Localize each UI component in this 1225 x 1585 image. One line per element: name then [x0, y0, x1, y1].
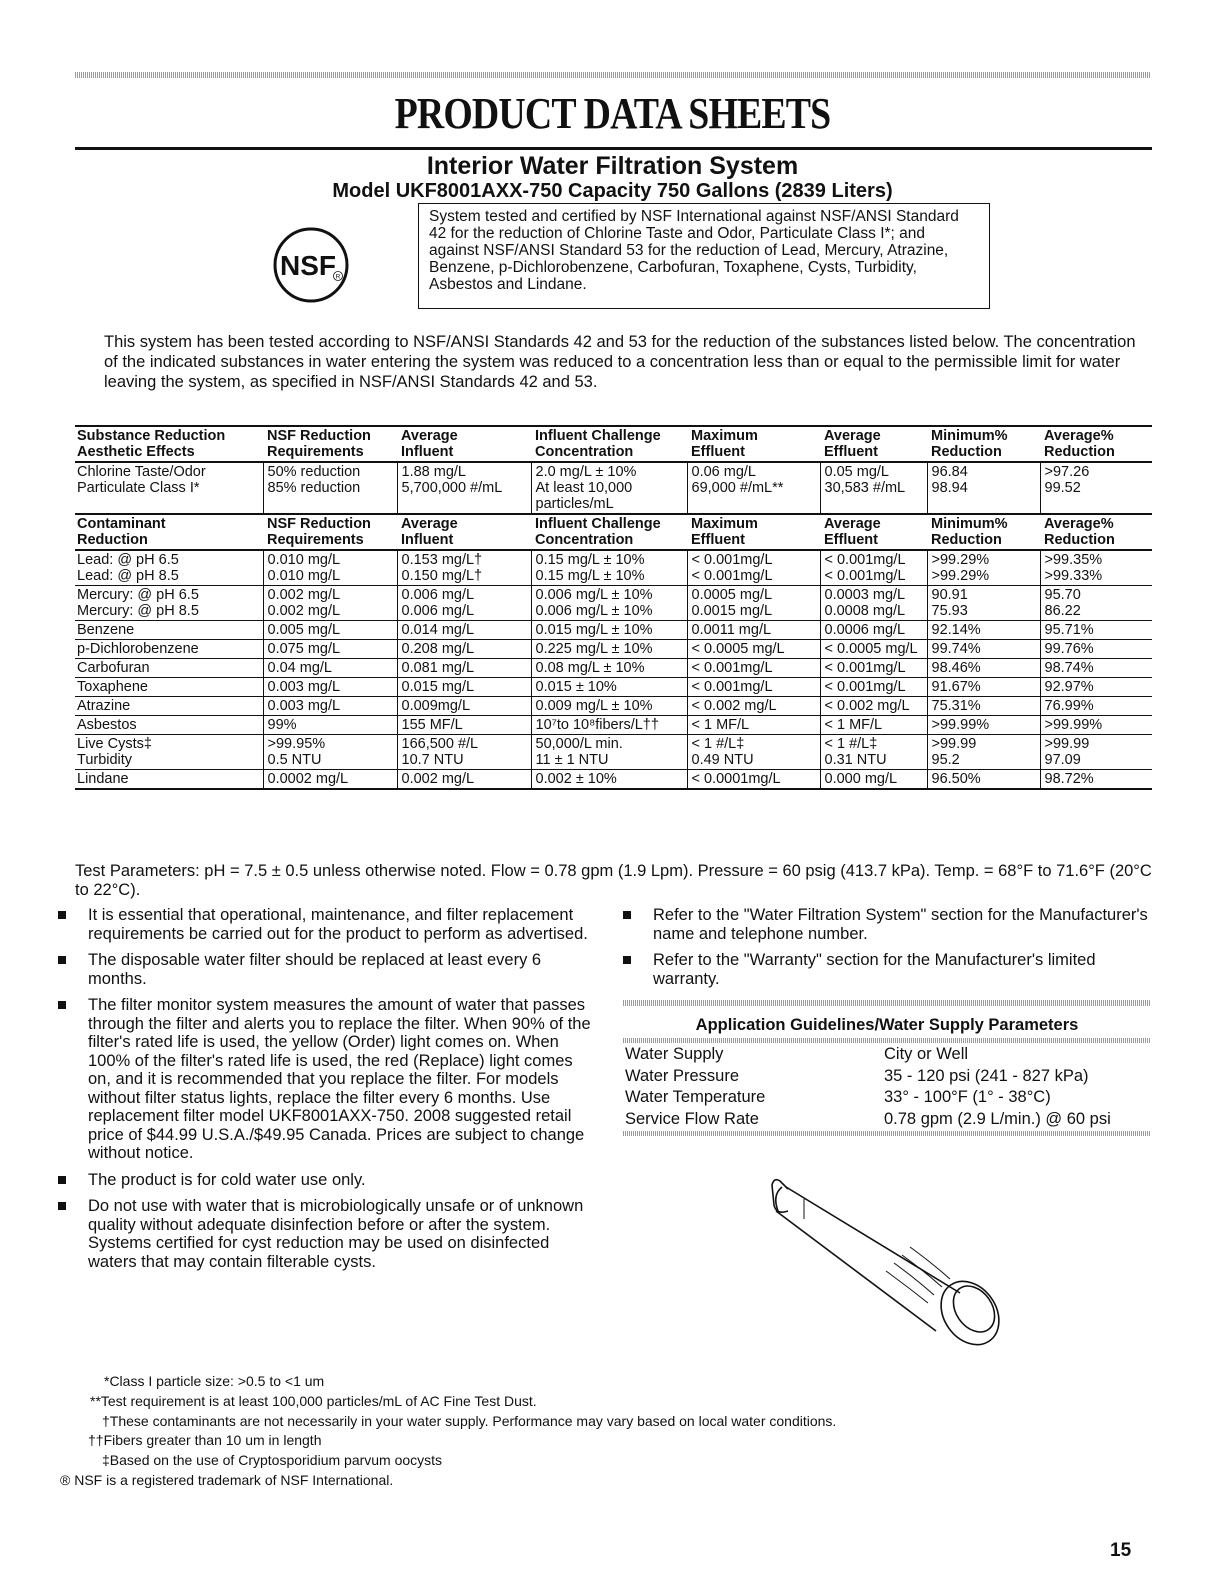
table-row [75, 640, 1152, 659]
table-cell: 0.153 mg/L† 0.150 mg/L† [397, 550, 531, 586]
table-cell: 0.015 mg/L ± 10% [531, 621, 687, 640]
water-filter-cartridge-image [760, 1175, 1022, 1353]
table-cell: >99.99% [1040, 716, 1152, 735]
table-cell: < 0.001mg/L [820, 678, 927, 697]
intro-paragraph: This system has been tested according to NSF/ANSI Standards 42 and 53 for the reduction of the substances listed below. The concentration of the indicated substances in water entering the system was reduced to a concentration less than or equal to the permissible limit for water leaving the system, as specified in NSF/ANSI Standards 42 and 53. [104, 333, 1136, 391]
table-row [75, 770, 1152, 790]
parameter-value: 33° - 100°F (1° - 38°C) [884, 1088, 1051, 1106]
performance-data-table [75, 425, 1152, 790]
table-row [75, 621, 1152, 640]
table-cell: < 0.001mg/L [820, 659, 927, 678]
table-cell: >99.29% >99.29% [927, 550, 1040, 586]
table-cell: NSF Reduction Requirements [267, 516, 371, 548]
table-cell: < 0.001mg/L < 0.001mg/L [820, 550, 927, 586]
table-cell: 0.006 mg/L ± 10% 0.006 mg/L ± 10% [531, 586, 687, 621]
parameter-label: Water Pressure [625, 1066, 740, 1085]
table-cell: 0.014 mg/L [397, 621, 531, 640]
table-cell: < 1 MF/L [820, 716, 927, 735]
table-cell: Toxaphene [77, 679, 148, 695]
table-cell: Carbofuran [77, 660, 150, 676]
footnote: *Class I particle size: >0.5 to <1 um [104, 1373, 325, 1389]
table-cell: Benzene [77, 622, 135, 638]
square-bullet-icon [623, 956, 631, 964]
table-cell: 98.72% [1040, 770, 1152, 790]
table-cell: < 0.002 mg/L [820, 697, 927, 716]
table-cell: < 1 #/L‡ 0.49 NTU [687, 735, 820, 770]
table-cell: Live Cysts‡ Turbidity [77, 736, 152, 768]
table-cell: >99.99 97.09 [1040, 735, 1152, 770]
table-cell: 96.84 98.94 [927, 462, 1040, 514]
table-cell: 0.0005 mg/L 0.0015 mg/L [687, 586, 820, 621]
table-cell: Influent Challenge Concentration [535, 428, 661, 460]
table-cell: < 0.002 mg/L [687, 697, 820, 716]
table-cell: 2.0 mg/L ± 10% At least 10,000 particles/mL [531, 462, 687, 514]
model-capacity-line: Model UKF8001AXX-750 Capacity 750 Gallons (2839 Liters) [332, 180, 893, 202]
table-cell: 0.010 mg/L 0.010 mg/L [263, 550, 397, 586]
table-cell: < 1 MF/L [687, 716, 820, 735]
table-cell: < 0.001mg/L [687, 659, 820, 678]
title-rule [75, 147, 1152, 150]
table-cell: 0.005 mg/L [263, 621, 397, 640]
table-row [75, 678, 1152, 697]
table-cell: >99.99% [927, 716, 1040, 735]
app-guidelines-table [623, 1044, 1151, 1130]
table-cell: Average% Reduction [1044, 516, 1115, 548]
table-cell: >97.26 99.52 [1040, 462, 1152, 514]
table-cell: Maximum Effluent [691, 516, 758, 548]
parameter-label: Service Flow Rate [625, 1109, 759, 1128]
table-cell: 1.88 mg/L 5,700,000 #/mL [397, 462, 531, 514]
parameter-value: City or Well [884, 1045, 969, 1063]
page-number: 15 [1110, 1540, 1132, 1561]
table-cell: 0.06 mg/L 69,000 #/mL** [687, 462, 820, 514]
table-header-row [75, 514, 1152, 550]
table-cell: < 0.0005 mg/L [820, 640, 927, 659]
footnote: †These contaminants are not necessarily in your water supply. Performance may vary based on local water conditions. [102, 1412, 837, 1429]
table-cell: p-Dichlorobenzene [77, 641, 199, 657]
list-item [623, 951, 1153, 988]
table-cell: 10⁷to 10⁸fibers/L†† [531, 716, 687, 735]
table-cell: NSF Reduction Requirements [267, 428, 371, 460]
test-parameters: Test Parameters: pH = 7.5 ± 0.5 unless otherwise noted. Flow = 0.78 gpm (1.9 Lpm). Pressure = 60 psig (413.7 kPa). Temp. = 68°F to 71.6°F (20°C to 22°C). [75, 862, 1152, 899]
table-cell: 99% [263, 716, 397, 735]
footnote: ® NSF is a registered trademark of NSF International. [60, 1471, 394, 1488]
table-cell: < 0.001mg/L [687, 678, 820, 697]
table-cell: Average Effluent [824, 516, 881, 548]
table-cell: < 0.0005 mg/L [687, 640, 820, 659]
table-cell: Average Influent [401, 516, 458, 548]
table-cell: Substance Reduction Aesthetic Effects [77, 428, 226, 460]
table-cell: 90.91 75.93 [927, 586, 1040, 621]
app-guidelines-title: Application Guidelines/Water Supply Parameters [695, 1016, 1079, 1034]
table-cell: Average Effluent [824, 428, 881, 460]
top-hatch-rule [75, 72, 1150, 78]
list-item-text: Refer to the "Warranty" section for the Manufacturer's limited warranty. [653, 951, 1096, 988]
square-bullet-icon [623, 911, 631, 919]
parameter-value: 35 - 120 psi (241 - 827 kPa) [884, 1066, 1089, 1085]
table-cell: 95.71% [1040, 621, 1152, 640]
footnote: **Test requirement is at least 100,000 particles/mL of AC Fine Test Dust. [90, 1392, 537, 1409]
table-cell: 0.225 mg/L ± 10% [531, 640, 687, 659]
table-cell: 0.006 mg/L 0.006 mg/L [397, 586, 531, 621]
table-cell: < 0.001mg/L < 0.001mg/L [687, 550, 820, 586]
table-cell: 92.14% [927, 621, 1040, 640]
table-cell: 0.08 mg/L ± 10% [531, 659, 687, 678]
table-cell: Contaminant Reduction [77, 516, 166, 548]
list-item [58, 996, 598, 1163]
list-item [58, 1197, 598, 1271]
square-bullet-icon [58, 1202, 66, 1210]
table-cell: 0.003 mg/L [263, 697, 397, 716]
table-cell: 0.003 mg/L [263, 678, 397, 697]
table-cell: 0.002 mg/L [397, 770, 531, 790]
page-title: PRODUCT DATA SHEETS [394, 89, 831, 138]
footnotes [60, 1372, 1060, 1491]
table-row [75, 735, 1152, 770]
table-cell: 0.009mg/L [397, 697, 531, 716]
app-guidelines-row [623, 1066, 1151, 1088]
square-bullet-icon [58, 956, 66, 964]
table-cell: 95.70 86.22 [1040, 586, 1152, 621]
list-item [58, 951, 598, 988]
table-cell: Chlorine Taste/Odor Particulate Class I* [77, 464, 206, 496]
app-guidelines-hatch-bottom [623, 1131, 1151, 1136]
table-row [75, 462, 1152, 514]
table-cell: 99.76% [1040, 640, 1152, 659]
table-cell: >99.95% 0.5 NTU [263, 735, 397, 770]
table-cell: 98.74% [1040, 659, 1152, 678]
table-cell: Minimum% Reduction [931, 428, 1008, 460]
app-guidelines-hatch-mid [623, 1038, 1151, 1043]
footnote: ††Fibers greater than 10 um in length [88, 1432, 322, 1449]
table-cell: >99.35% >99.33% [1040, 550, 1152, 586]
bullet-list-right [623, 906, 1153, 996]
table-cell: 50% reduction 85% reduction [263, 462, 397, 514]
table-cell: 98.46% [927, 659, 1040, 678]
table-cell: Mercury: @ pH 6.5 Mercury: @ pH 8.5 [77, 587, 199, 619]
table-cell: 96.50% [927, 770, 1040, 790]
certification-box: System tested and certified by NSF International against NSF/ANSI Standard 42 for the reduction of Chlorine Taste and Odor, Particulate Class I*; and against NSF/ANSI Standard 53 for the reduction of Lead, Mercury, Atrazine, Benzene, p-Dichlorobenzene, Carbofuran, Toxaphene, Cysts, Turbidity, Asbestos and Lindane. [418, 203, 990, 309]
app-guidelines-row [623, 1087, 1151, 1109]
table-cell: Asbestos [77, 717, 137, 733]
list-item-text: The product is for cold water use only. [88, 1170, 366, 1189]
parameter-value: 0.78 gpm (2.9 L/min.) @ 60 psi [884, 1109, 1111, 1128]
table-cell: 0.05 mg/L 30,583 #/mL [820, 462, 927, 514]
table-cell: Average% Reduction [1044, 428, 1115, 460]
square-bullet-icon [58, 1001, 66, 1009]
table-cell: 99.74% [927, 640, 1040, 659]
table-cell: 0.04 mg/L [263, 659, 397, 678]
table-cell: 0.000 mg/L [820, 770, 927, 790]
table-cell: 0.002 ± 10% [531, 770, 687, 790]
table-cell: Atrazine [77, 698, 131, 714]
table-cell: 50,000/L min. 11 ± 1 NTU [531, 735, 687, 770]
table-cell: Maximum Effluent [691, 428, 758, 460]
table-row [75, 697, 1152, 716]
table-cell: 0.208 mg/L [397, 640, 531, 659]
table-cell: < 0.0001mg/L [687, 770, 820, 790]
table-row [75, 586, 1152, 621]
table-cell: 91.67% [927, 678, 1040, 697]
nsf-logo-text: NSF [280, 250, 336, 281]
table-cell: 0.081 mg/L [397, 659, 531, 678]
table-cell: Average Influent [401, 428, 458, 460]
table-row [75, 550, 1152, 586]
table-cell: 0.015 mg/L [397, 678, 531, 697]
table-cell: < 1 #/L‡ 0.31 NTU [820, 735, 927, 770]
app-guidelines-row [623, 1044, 1151, 1066]
list-item [58, 1171, 598, 1190]
section-subtitle: Interior Water Filtration System [426, 152, 799, 180]
list-item-text: It is essential that operational, maintenance, and filter replacement requirements be carried out for the product to perform as advertised. [88, 906, 588, 943]
list-item-text: Refer to the "Water Filtration System" section for the Manufacturer's name and telephone number. [653, 906, 1148, 943]
table-cell: 0.0011 mg/L [687, 621, 820, 640]
table-cell: 76.99% [1040, 697, 1152, 716]
nsf-logo [272, 226, 350, 304]
list-item-text: Do not use with water that is microbiologically unsafe or of unknown quality without adequate disinfection before or after the system. Systems certified for cyst reduction may be used on disinfected waters that may contain filterable cysts. [88, 1197, 584, 1271]
table-cell: Minimum% Reduction [931, 516, 1008, 548]
table-cell: 155 MF/L [397, 716, 531, 735]
table-cell: Lindane [77, 771, 129, 787]
parameter-label: Water Supply [625, 1045, 724, 1063]
table-cell: 0.15 mg/L ± 10% 0.15 mg/L ± 10% [531, 550, 687, 586]
table-cell: 0.0002 mg/L [263, 770, 397, 790]
footnote: ‡Based on the use of Cryptosporidium parvum oocysts [102, 1452, 443, 1469]
square-bullet-icon [58, 911, 66, 919]
table-cell: Lead: @ pH 6.5 Lead: @ pH 8.5 [77, 552, 179, 584]
table-cell: 0.0006 mg/L [820, 621, 927, 640]
app-guidelines-hatch-top [623, 1000, 1151, 1006]
list-item-text: The disposable water filter should be replaced at least every 6 months. [88, 951, 542, 988]
table-cell: 0.075 mg/L [263, 640, 397, 659]
table-cell: 75.31% [927, 697, 1040, 716]
app-guidelines-row [623, 1109, 1151, 1131]
svg-text:R: R [335, 273, 341, 281]
bullet-list-left [58, 906, 598, 1279]
table-cell: 0.002 mg/L 0.002 mg/L [263, 586, 397, 621]
square-bullet-icon [58, 1176, 66, 1184]
table-row [75, 716, 1152, 735]
table-cell: Influent Challenge Concentration [535, 516, 661, 548]
table-cell: 92.97% [1040, 678, 1152, 697]
list-item [58, 906, 598, 943]
table-cell: 166,500 #/L 10.7 NTU [397, 735, 531, 770]
table-header-row [75, 426, 1152, 462]
list-item [623, 906, 1153, 943]
table-cell: 0.009 mg/L ± 10% [531, 697, 687, 716]
table-row [75, 659, 1152, 678]
table-cell: 0.0003 mg/L 0.0008 mg/L [820, 586, 927, 621]
table-cell: 0.015 ± 10% [531, 678, 687, 697]
parameter-label: Water Temperature [625, 1088, 766, 1106]
table-cell: >99.99 95.2 [927, 735, 1040, 770]
list-item-text: The filter monitor system measures the amount of water that passes through the filter and alerts you to replace the filter. When 90% of the filter's rated life is used, the yellow (Order) light comes on. When 100% of the filter's rated life is used, the red (Replace) light comes on, and it is recommended that you replace the filter. For models without filter status lights, replace the filter every 6 months. Use replacement filter model UKF8001AXX-750. 2008 suggested retail price of $44.99 U.S.A./$49.95 Canada. Prices are subject to change without notice. [88, 996, 591, 1162]
